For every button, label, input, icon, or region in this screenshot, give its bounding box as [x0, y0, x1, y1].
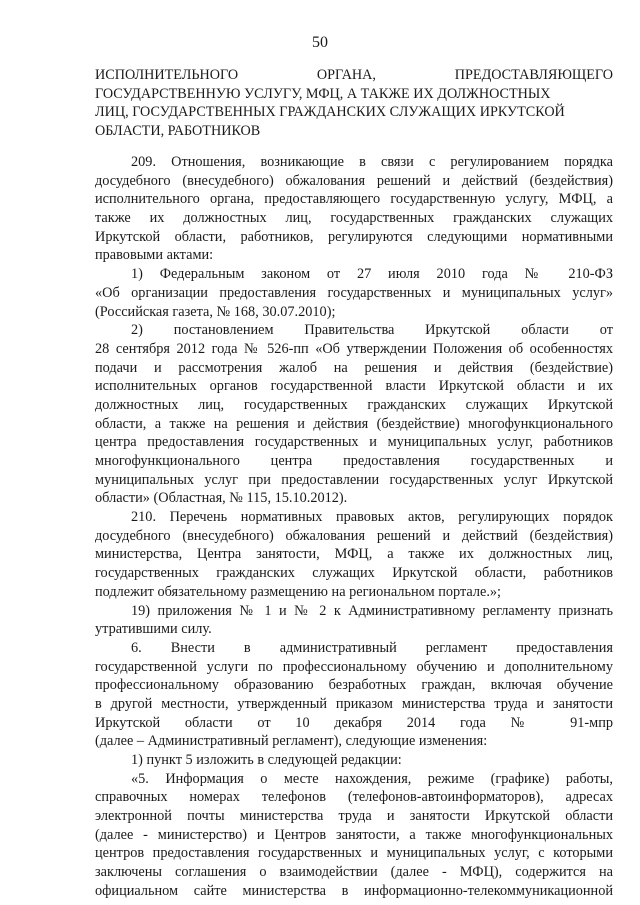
text-line: 28 сентября 2012 года № 526-пп «Об утверждении Положения об особенностях — [95, 340, 613, 357]
section-heading — [95, 66, 613, 140]
text-line: официальном сайте министерства в информационно-телекоммуникационной — [95, 882, 613, 899]
text-line: 19) приложения № 1 и № 2 к Административному регламенту признать — [131, 602, 613, 619]
text-line: досудебного (внесудебного) обжалования решений и действий (бездействия) — [95, 527, 613, 544]
heading-line: ИСПОЛНИТЕЛЬНОГО ОРГАНА, ПРЕДОСТАВЛЯЮЩЕГО — [95, 67, 613, 83]
text-line: (далее – Административный регламент), следующие изменения: — [95, 733, 488, 750]
text-line: электронной почты министерства труда и занятости Иркутской области — [95, 808, 613, 825]
text-line: области» (Областная, № 115, 15.10.2012). — [95, 490, 348, 507]
text-line: государственной услуги по профессиональному обучению и дополнительному — [95, 658, 613, 675]
text-line: исполнительного органа, предоставляющего государственную услугу, МФЦ, а — [95, 191, 613, 208]
text-line: центра предоставления государственных и муниципальных услуг, работников — [95, 434, 613, 451]
page-number: 50 — [312, 34, 328, 51]
text-line: 1) Федеральным законом от 27 июля 2010 года № 210-ФЗ — [131, 266, 613, 283]
text-line: досудебного (внесудебного) обжалования решений и действий (бездействия) — [95, 172, 613, 189]
text-line: «5. Информация о месте нахождения, режиме (графике) работы, — [131, 770, 613, 787]
document-body — [95, 153, 613, 901]
text-line: правовыми актами: — [95, 247, 214, 264]
text-line: исполнительных органов государственной власти Иркутской области и их — [95, 378, 613, 395]
text-line: профессиональному образованию безработных граждан, включая обучение — [95, 677, 613, 694]
text-line: (далее - министерство) и Центров занятости, а также многофункциональных — [95, 826, 613, 843]
text-line: справочных номерах телефонов (телефонов-автоинформаторов), адресах — [95, 789, 613, 806]
text-line: подачи и рассмотрения жалоб на решения и действия (бездействие) — [95, 359, 613, 376]
text-line: муниципальных услуг при предоставлении государственных услуг Иркутской — [95, 471, 613, 488]
heading-line: ОБЛАСТИ, РАБОТНИКОВ — [95, 122, 261, 139]
text-line: должностных лиц, государственных гражданских служащих Иркутской — [95, 396, 613, 413]
heading-line: ЛИЦ, ГОСУДАРСТВЕННЫХ ГРАЖДАНСКИХ СЛУЖАЩИХ ИРКУТСКОЙ — [95, 104, 565, 120]
text-line: 210. Перечень нормативных правовых актов, регулирующих порядок — [131, 509, 613, 526]
heading-line: ГОСУДАРСТВЕННУЮ УСЛУГУ, МФЦ, А ТАКЖЕ ИХ ДОЛЖНОСТНЫХ — [95, 85, 551, 102]
text-line: утратившими силу. — [95, 621, 212, 638]
text-line: «Об организации предоставления государственных и муниципальных услуг» — [95, 284, 613, 301]
text-line: также их должностных лиц, государственных гражданских служащих — [95, 210, 613, 227]
text-line: области, а также на решения и действия (бездействие) многофункционального — [95, 415, 613, 432]
text-line: (Российская газета, № 168, 30.07.2010); — [95, 303, 336, 320]
text-line: 209. Отношения, возникающие в связи с регулированием порядка — [131, 154, 613, 170]
text-line: Иркутской области, работников, регулируются следующими нормативными — [95, 228, 613, 245]
text-line: министерства, Центра занятости, МФЦ, а также их должностных лиц, — [95, 546, 613, 563]
text-line: многофункционального центра предоставления государственных и — [95, 453, 613, 469]
text-line: 6. Внести в административный регламент предоставления — [131, 639, 613, 656]
text-line: центров предоставления государственных и муниципальных услуг, с которыми — [95, 845, 613, 862]
text-line: 2) постановлением Правительства Иркутской области от — [131, 322, 613, 339]
text-line: заключены соглашения о взаимодействии (далее - МФЦ), содержится на — [95, 864, 613, 881]
text-line: Иркутской области от 10 декабря 2014 года № 91-мпр — [95, 714, 613, 731]
text-line: подлежит обязательному размещению на региональном портале.»; — [95, 583, 502, 600]
text-line: в другой местности, утвержденный приказом министерства труда и занятости — [95, 695, 613, 712]
text-line: государственных гражданских служащих Иркутской области, работников — [95, 565, 613, 582]
text-line: 1) пункт 5 изложить в следующей редакции: — [131, 752, 402, 768]
